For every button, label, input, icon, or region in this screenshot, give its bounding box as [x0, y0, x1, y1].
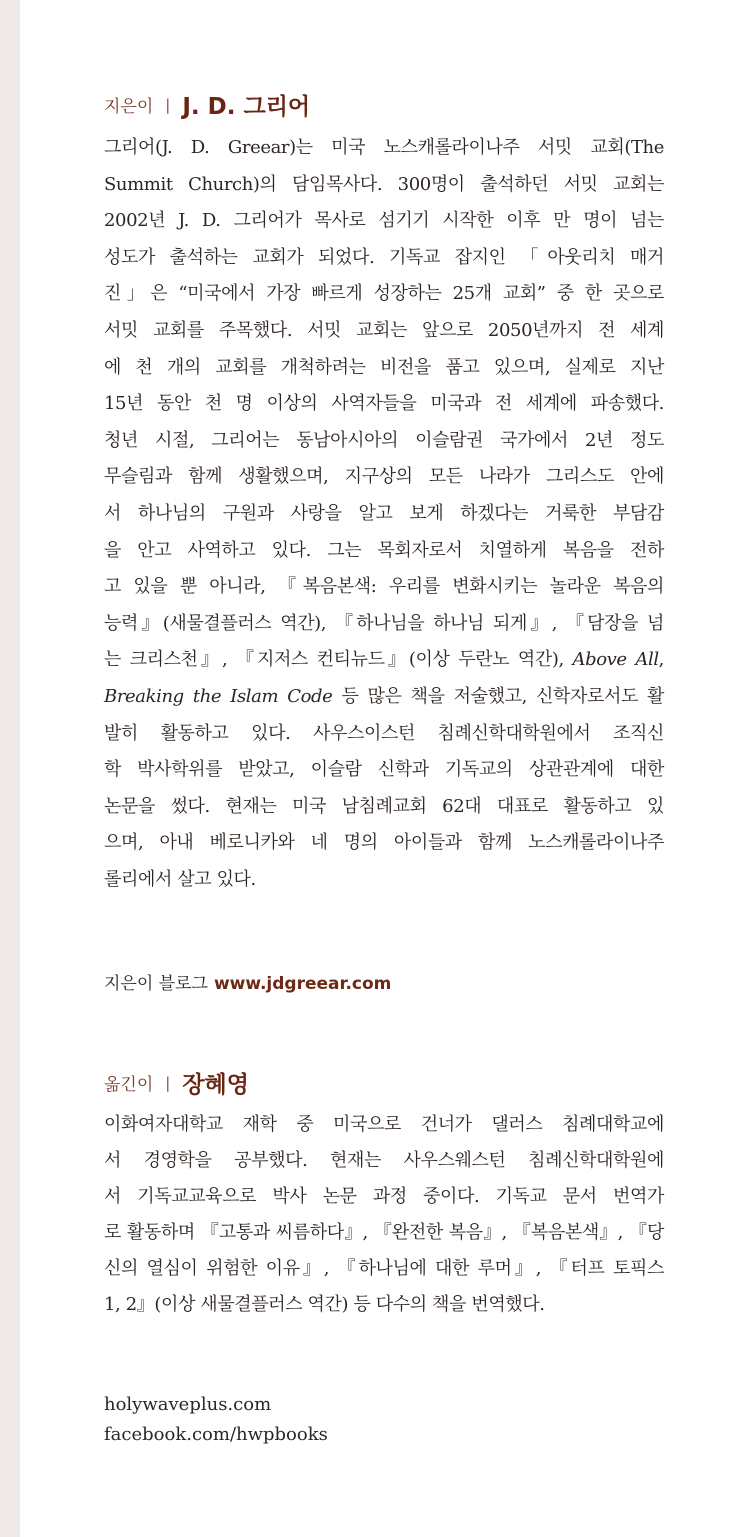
author-label: 지은이 [104, 97, 154, 117]
author-bio-line: 으며, 아내 베로니카와 네 명의 아이들과 함께 노스캐롤라이나주 [104, 832, 664, 854]
author-bio-line: 능력』(새물결플러스 역간), 『하나님을 하나님 되게』, 『담장을 넘 [104, 612, 664, 634]
author-bio-line: 서밋 교회를 주목했다. 서밋 교회는 앞으로 2050년까지 전 세계 [104, 319, 664, 341]
facebook-link[interactable]: facebook.com/hwpbooks [104, 1424, 328, 1445]
translator-label: 옮긴이 [104, 1075, 154, 1095]
author-blog-label: 지은이 블로그 [104, 974, 208, 994]
author-heading [104, 88, 310, 121]
author-bio-line: 에 천 개의 교회를 개척하려는 비전을 품고 있으며, 실제로 지난 [104, 356, 664, 378]
author-bio-line: 2002년 J. D. 그리어가 목사로 섬기기 시작한 이후 만 명이 넘는 [104, 210, 664, 232]
translator-name: 장혜영 [182, 1072, 249, 1098]
author-name: J. D. 그리어 [182, 94, 311, 120]
author-blog-link[interactable]: www.jdgreear.com [213, 974, 392, 994]
author-bio-line: 그리어(J. D. Greear)는 미국 노스캐롤라이나주 서밋 교회(The [104, 137, 664, 158]
translator-separator: | [165, 1073, 171, 1092]
translator-bio [104, 1107, 664, 1323]
translator-bio-line: 이화여자대학교 재학 중 미국으로 건너가 댈러스 침례대학교에 [104, 1114, 664, 1135]
author-bio-line: 발히 활동하고 있다. 사우스이스턴 침례신학대학원에서 조직신 [104, 722, 664, 744]
author-bio-line: 논문을 썼다. 현재는 미국 남침례교회 62대 대표로 활동하고 있 [104, 795, 664, 817]
publisher-links [104, 1390, 328, 1450]
translator-bio-line: 로 활동하며 『고통과 씨름하다』, 『완전한 복음』, 『복음본색』, 『당 [104, 1222, 664, 1243]
author-bio-line: 롤리에서 살고 있다. [104, 868, 256, 890]
author-bio-line: 진」은 “미국에서 가장 빠르게 성장하는 25개 교회” 중 한 곳으로 [104, 283, 664, 305]
author-bio-line: 고 있을 뿐 아니라, 『복음본색: 우리를 변화시키는 놀라운 복음의 [104, 576, 664, 598]
author-bio-line: 성도가 출석하는 교회가 되었다. 기독교 잡지인 「아웃리치 매거 [104, 246, 664, 268]
author-bio-line: 는 크리스천』, 『지저스 컨티뉴드』(이상 두란노 역간), Above All, [104, 649, 664, 671]
translator-bio-line: 1, 2』(이상 새물결플러스 역간) 등 다수의 책을 번역했다. [104, 1294, 545, 1315]
author-bio-line: Summit Church)의 담임목사다. 300명이 출석하던 서밋 교회는 [104, 173, 664, 195]
author-blog [104, 969, 391, 994]
website-link[interactable]: holywaveplus.com [104, 1394, 272, 1415]
author-bio-line: 을 안고 사역하고 있다. 그는 목회자로서 치열하게 복음을 전하 [104, 539, 664, 561]
author-bio-line: Breaking the Islam Code 등 많은 책을 저술했고, 신학자로서도 활 [104, 685, 664, 707]
translator-bio-line: 신의 열심이 위험한 이유』, 『하나님에 대한 루머』, 『터프 토픽스 [104, 1258, 664, 1279]
author-bio-line: 15년 동안 천 명 이상의 사역자들을 미국과 전 세계에 파송했다. [104, 393, 664, 415]
author-bio-line: 학 박사학위를 받았고, 이슬람 신학과 기독교의 상관관계에 대한 [104, 759, 664, 781]
author-bio-line: 청년 시절, 그리어는 동남아시아의 이슬람권 국가에서 2년 정도 [104, 429, 664, 451]
author-bio [104, 130, 664, 898]
author-bio-line: 서 하나님의 구원과 사랑을 알고 보게 하겠다는 거룩한 부담감 [104, 502, 664, 524]
author-bio-line: 무슬림과 함께 생활했으며, 지구상의 모든 나라가 그리스도 안에 [104, 466, 664, 488]
author-separator: | [165, 95, 171, 114]
translator-bio-line: 서 경영학을 공부했다. 현재는 사우스웨스턴 침례신학대학원에 [104, 1150, 664, 1171]
translator-bio-line: 서 기독교교육으로 박사 논문 과정 중이다. 기독교 문서 번역가 [104, 1186, 664, 1207]
left-decorative-band [0, 0, 20, 1537]
translator-heading [104, 1066, 249, 1099]
